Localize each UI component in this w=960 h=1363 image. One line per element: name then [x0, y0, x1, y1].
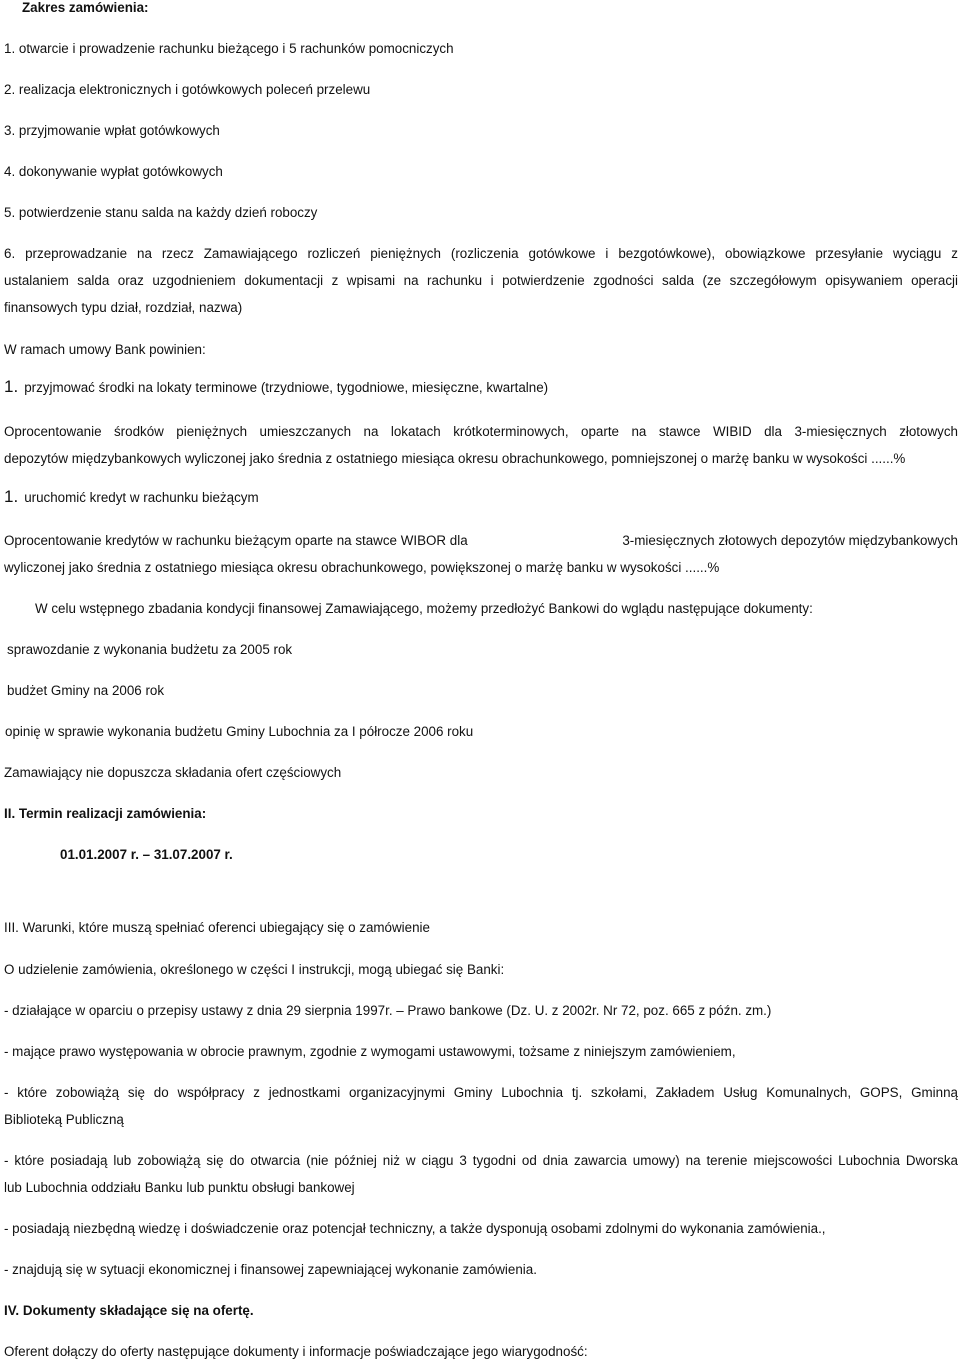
scope-item-4: 4. dokonywanie wypłat gotówkowych — [4, 164, 223, 179]
condition-3-line-2: Biblioteką Publiczną — [4, 1112, 124, 1127]
scope-item-6-line-1: 6. przeprowadzanie na rzecz Zamawiającego rozliczeń pieniężnych (rozliczenia gotówkowe i bezgotówkowe), obowiązkowe przesyłanie wyciągu z — [4, 246, 958, 261]
section-heading-scope: Zakres zamówienia: — [22, 0, 149, 15]
condition-3-line-1: - które zobowiążą się do współpracy z jednostkami organizacyjnymi Gminy Lubochnia tj. szkołami, Zakładem Usług Komunalnych, GOPS, Gminną — [4, 1085, 958, 1100]
section-heading-offer-documents: IV. Dokumenty składające się na ofertę. — [4, 1303, 254, 1318]
credit-text-part-b: 3-miesięcznych złotowych depozytów międzybankowych — [622, 533, 958, 548]
deadline-dates: 01.01.2007 r. – 31.07.2007 r. — [60, 847, 233, 862]
document-item-2: budżet Gminy na 2006 rok — [7, 683, 165, 698]
document-item-3: opinię w sprawie wykonania budżetu Gminy Lubochnia za I półrocze 2006 roku — [5, 724, 474, 739]
document-item-1: sprawozdanie z wykonania budżetu za 2005 rok — [7, 642, 293, 657]
partial-offers-note: Zamawiający nie dopuszcza składania ofert częściowych — [4, 765, 342, 780]
condition-6: - znajdują się w sytuacji ekonomicznej i finansowej zapewniającej wykonanie zamówienia. — [4, 1262, 537, 1277]
scope-item-1: 1. otwarcie i prowadzenie rachunku bieżącego i 5 rachunków pomocniczych — [4, 41, 454, 56]
condition-4-line-1: - które posiadają lub zobowiążą się do otwarcia (nie później niż w ciągu 3 tygodni od dnia zawarcia umowy) na terenie miejscowości Lubochnia Dworska — [4, 1153, 958, 1168]
scope-item-5: 5. potwierdzenie stanu salda na każdy dzień roboczy — [4, 205, 318, 220]
scope-item-6-line-2: ustalaniem salda oraz uzgodnieniem dokumentacji z wpisami na rachunku i potwierdzenie zgodności salda (ze szczegółowym opisywaniem operacji — [4, 273, 958, 288]
offer-documents-intro: Oferent dołączy do oferty następujące dokumenty i informacje poświadczające jego wiarygodność: — [4, 1344, 588, 1359]
scope-item-2: 2. realizacja elektronicznych i gotówkowych poleceń przelewu — [4, 82, 371, 97]
credit-text-line-2: wyliczonej jako średnia z ostatniego miesiąca okresu obrachunkowego, powiększonej o marżę banku w wysokości ......% — [4, 560, 720, 575]
credit-text-line-1 — [4, 533, 958, 549]
scope-item-3: 3. przyjmowanie wpłat gotówkowych — [4, 123, 220, 138]
documents-intro: W celu wstępnego zbadania kondycji finansowej Zamawiającego, możemy przedłożyć Bankowi do wglądu następujące dokumenty: — [35, 601, 813, 616]
deposit-text-line-2: depozytów międzybankowych wyliczonej jako średnia z ostatniego miesiąca okresu obrachunkowego, pomniejszonej o marżę banku w wysokości ......% — [4, 451, 906, 466]
conditions-intro: O udzielenie zamówienia, określonego w części I instrukcji, mogą ubiegać się Banki: — [4, 962, 505, 977]
bank-item-2-text: uruchomić kredyt w rachunku bieżącym — [24, 490, 259, 505]
section-heading-deadline: II. Termin realizacji zamówienia: — [4, 806, 207, 821]
bank-item-2 — [4, 489, 259, 506]
deposit-text-line-1: Oprocentowanie środków pieniężnych umieszczanych na lokatach krótkoterminowych, oparte na stawce WIBID dla 3-miesięcznych złotowych — [4, 424, 958, 439]
bank-item-1-text: przyjmować środki na lokaty terminowe (trzydniowe, tygodniowe, miesięczne, kwartalne) — [24, 380, 549, 395]
condition-5: - posiadają niezbędną wiedzę i doświadczenie oraz potencjał techniczny, a także dysponują osobami zdolnymi do wykonania zamówienia., — [4, 1221, 826, 1236]
bank-intro: W ramach umowy Bank powinien: — [4, 342, 206, 357]
scope-item-6-line-3: finansowych typu dział, rozdział, nazwa) — [4, 300, 243, 315]
bank-item-1-number: 1. — [4, 377, 19, 396]
condition-1: - działające w oparciu o przepisy ustawy z dnia 29 sierpnia 1997r. – Prawo bankowe (Dz. U. z 2002r. Nr 72, poz. 665 z późn. zm.) — [4, 1003, 772, 1018]
condition-2: - mające prawo występowania w obrocie prawnym, zgodnie z wymogami ustawowymi, tożsame z niniejszym zamówieniem, — [4, 1044, 736, 1059]
bank-item-1 — [4, 379, 548, 396]
condition-4-line-2: lub Lubochnia oddziału Banku lub punktu obsługi bankowej — [4, 1180, 355, 1195]
credit-text-part-a: Oprocentowanie kredytów w rachunku bieżącym oparte na stawce WIBOR dla — [4, 533, 468, 548]
section-heading-conditions: III. Warunki, które muszą spełniać oferenci ubiegający się o zamówienie — [4, 920, 430, 935]
bank-item-2-number: 1. — [4, 487, 19, 506]
